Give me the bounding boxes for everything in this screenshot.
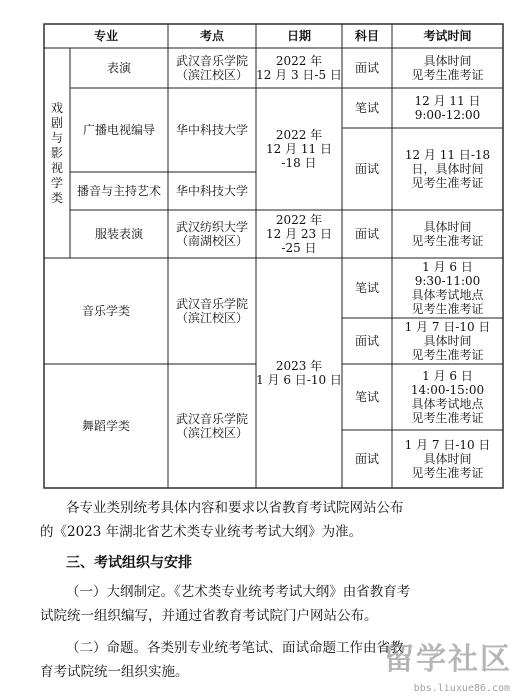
row-dance-interview-subject: 面试	[354, 452, 379, 466]
row-broadcast-major: 广播电视编导	[82, 123, 155, 137]
row-acting-time: 具体时间 见考生准考证	[411, 54, 484, 82]
row-dance-major: 舞蹈学类	[81, 419, 130, 433]
paragraph-1-line-2: 的《2023 年湖北省艺术类专业统考考试大纲》为准。	[40, 524, 363, 540]
row-fashion-time: 具体时间 见考生准考证	[411, 220, 484, 248]
paragraph-3-line-1: （二）命题。各类别专业统考笔试、面试命题工作由省教	[66, 640, 404, 656]
shared-date-drama: 2022 年 12 月 11 日 -18 日	[266, 128, 332, 170]
row-interview-time: 12 月 11 日-18 日，具体时间 见考生准考证	[404, 148, 491, 190]
watermark-url: bbs.liuxue86.com	[413, 683, 510, 694]
row-fashion-major: 服装表演	[94, 227, 143, 241]
row-written-subject: 笔试	[354, 101, 379, 115]
row-music-major: 音乐学类	[81, 304, 130, 318]
row-music-site: 武汉音乐学院 （滨江校区）	[175, 297, 248, 325]
paragraph-2-line-1: （一）大纲制定。《艺术类专业统考考试大纲》由省教育考	[66, 584, 411, 600]
header-major: 专业	[93, 29, 118, 43]
row-music-written-subject: 笔试	[354, 281, 379, 295]
row-interview-subject: 面试	[354, 162, 379, 176]
row-dance-written-subject: 笔试	[354, 390, 379, 404]
row-broadcast-site: 华中科技大学	[175, 123, 248, 137]
watermark-logo: 留学社区	[384, 642, 512, 677]
header-date: 日期	[286, 29, 311, 43]
row-music-interview-subject: 面试	[354, 334, 379, 348]
row-acting-site: 武汉音乐学院 （滨江校区）	[175, 54, 248, 82]
paragraph-3-line-2: 育考试院统一组织实施。	[40, 664, 189, 680]
header-subject: 科目	[354, 29, 379, 43]
row-music-interview-time: 1 月 7 日-10 日 具体时间 见考生准考证	[404, 320, 491, 362]
row-fashion-subject: 面试	[354, 227, 379, 241]
row-acting-date: 2022 年 12 月 3 日-5 日	[256, 54, 342, 82]
row-dance-interview-time: 1 月 7 日-10 日 具体时间 见考生准考证	[404, 438, 491, 480]
shared-date-2023: 2023 年 1 月 6 日-10 日	[256, 359, 342, 387]
group-label-drama-film: 戏 剧 与 影 视 学 类	[50, 100, 63, 205]
row-hosting-major: 播音与主持艺术	[76, 184, 161, 198]
row-dance-written-time: 1 月 6 日 14:00-15:00 具体考试地点 见考生准考证	[410, 369, 485, 425]
row-acting-major: 表演	[106, 61, 131, 75]
row-dance-site: 武汉音乐学院 （滨江校区）	[175, 412, 248, 440]
row-fashion-site: 武汉纺织大学 （南湖校区）	[175, 220, 248, 248]
section-heading: 三、考试组织与安排	[66, 555, 192, 571]
row-fashion-date: 2022 年 12 月 23 日 -25 日	[266, 213, 332, 255]
header-site: 考点	[199, 29, 224, 43]
paragraph-2-line-2: 试院统一组织编写，并通过省教育考试院门户网站公布。	[40, 608, 378, 624]
paragraph-1-line-1: 各专业类别统考具体内容和要求以省教育考试院网站公布	[66, 500, 404, 516]
row-acting-subject: 面试	[354, 61, 379, 75]
row-music-written-time: 1 月 6 日 9:30-11:00 具体考试地点 见考生准考证	[411, 260, 484, 316]
row-written-time: 12 月 11 日 9:00-12:00	[414, 94, 481, 122]
row-hosting-site: 华中科技大学	[175, 184, 248, 198]
header-exam-time: 考试时间	[423, 29, 472, 43]
